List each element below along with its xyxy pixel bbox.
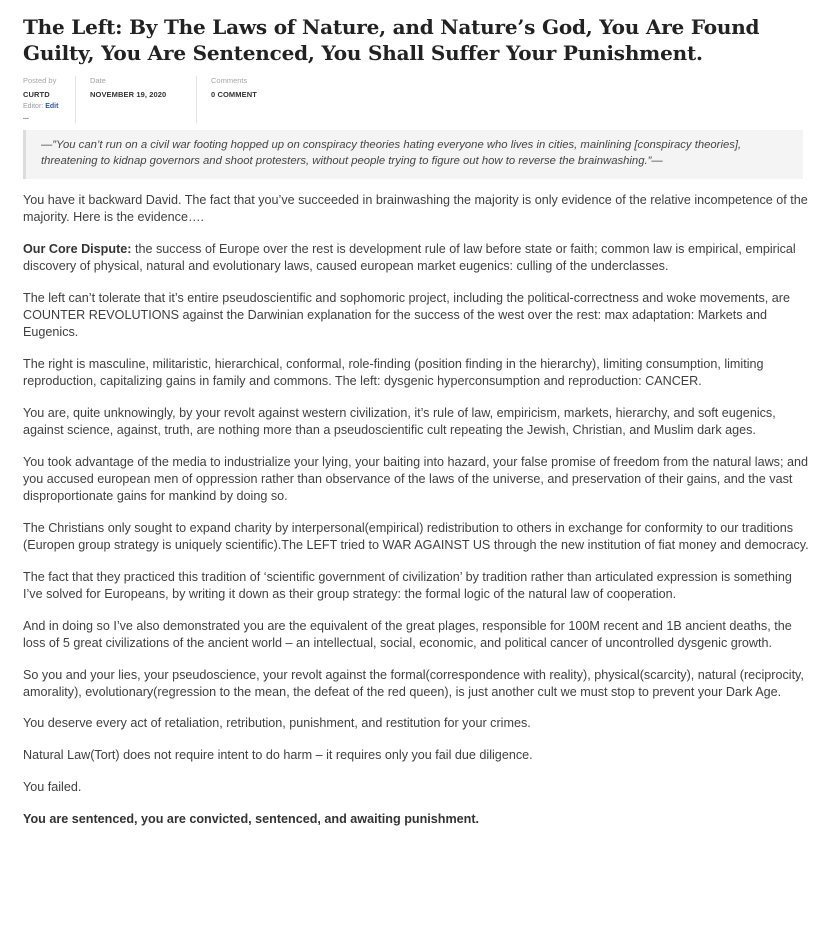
blockquote: —”You can’t run on a civil war footing hopped up on conspiracy theories hating everyone who lives in cities, mainlining [conspiracy theories], threatening to kidnap governors and shoot protesters, without people trying to figure out how to reverse the brainwashing.”— xyxy=(23,130,803,179)
closing-statement: You are sentenced, you are convicted, sentenced, and awaiting punishment. xyxy=(23,811,480,826)
comments-label: Comments xyxy=(211,76,248,85)
meta-comments xyxy=(196,76,273,123)
editor-label: Editor: xyxy=(23,103,44,110)
author-name[interactable]: CURTD xyxy=(23,90,50,99)
meta-author xyxy=(23,76,75,123)
paragraph: The right is masculine, militaristic, hierarchical, conformal, role-finding (position finding in the hierarchy), limiting consumption, limiting reproduction, capitalizing gains in family and commons. The left: dysgenic hyperconsumption and reproduction: CANCER. xyxy=(23,356,764,389)
meta-date xyxy=(75,76,196,123)
paragraph: You took advantage of the media to industrialize your lying, your baiting into hazard, your false promise of freedom from the natural laws; and you accused european men of oppression rather than observance of the laws of the universe, and preservation of their gains, and the vast disproportionate gains for mankind by doing so. xyxy=(23,454,808,504)
posted-by-label: Posted by xyxy=(23,76,57,85)
paragraph: You deserve every act of retaliation, retribution, punishment, and restitution for your crimes. xyxy=(23,716,531,731)
paragraph: So you and your lies, your pseudoscience, your revolt against the formal(correspondence with reality), physical(scarcity), natural (reciprocity, amorality), evolutionary(regression to the mean, the defeat of the red queen), is just another cult we must stop to prevent your Dark Age. xyxy=(23,667,804,699)
editor-line xyxy=(23,101,65,123)
post-date: NOVEMBER 19, 2020 xyxy=(90,90,167,99)
paragraph: Natural Law(Tort) does not require intent to do harm – it requires only you fail due diligence. xyxy=(23,748,533,763)
date-label: Date xyxy=(90,76,106,85)
paragraph: You have it backward David. The fact that you’ve succeeded in brainwashing the majority is only evidence of the relative incompetence of the majority. Here is the evidence…. xyxy=(23,193,808,225)
paragraph: The Christians only sought to expand charity by interpersonal(empirical) redistribution to others in exchange for conformity to our traditions (Europen group strategy is uniquely scientific).The LEFT tried to WAR AGAINST US through the new institution of fiat money and democracy. xyxy=(23,520,809,553)
article-body xyxy=(23,192,813,842)
edit-link[interactable]: Edit ... xyxy=(23,103,59,121)
core-dispute-label: Our Core Dispute: xyxy=(23,241,132,256)
paragraph: And in doing so I’ve also demonstrated you are the equivalent of the great plages, responsible for 100M recent and 1B ancient deaths, the loss of 5 great civilizations of the ancient world – an intellectual, social, economic, and political cancer of uncontrolled dysgenic growth. xyxy=(23,618,792,650)
paragraph xyxy=(23,811,813,828)
comment-count[interactable]: 0 COMMENT xyxy=(211,90,257,99)
post-meta xyxy=(23,76,273,123)
paragraph: You are, quite unknowingly, by your revolt against western civilization, it’s rule of law, empiricism, markets, hierarchy, and soft eugenics, against science, against, truth, are nothing more than a pseudoscientific cult repeating the Jewish, Christian, and Muslim dark ages. xyxy=(23,405,776,438)
paragraph: The left can’t tolerate that it’s entire pseudoscientific and sophomoric project, including the political-correctness and woke movements, are COUNTER REVOLUTIONS against the Darwinian explanation for the success of the west over the rest: max adaptation: Markets and Eugenics. xyxy=(23,290,790,340)
paragraph-text: the success of Europe over the rest is development rule of law before state or faith; common law is empirical, empirical discovery of physical, natural and evolutionary laws, caused european market eugenics: culling of the underclasses. xyxy=(23,241,796,274)
paragraph: The fact that they practiced this tradition of ‘scientific government of civilization’ by tradition rather than articulated expression is something I’ve solved for Europeans, by writing it down as their group strategy: the formal logic of the natural law of cooperation. xyxy=(23,569,792,601)
article-title: The Left: By The Laws of Nature, and Nature’s God, You Are Found Guilty, You Are Sentenced, You Shall Suffer Your Punishment. xyxy=(23,15,760,65)
paragraph xyxy=(23,241,813,275)
paragraph: You failed. xyxy=(23,779,82,794)
